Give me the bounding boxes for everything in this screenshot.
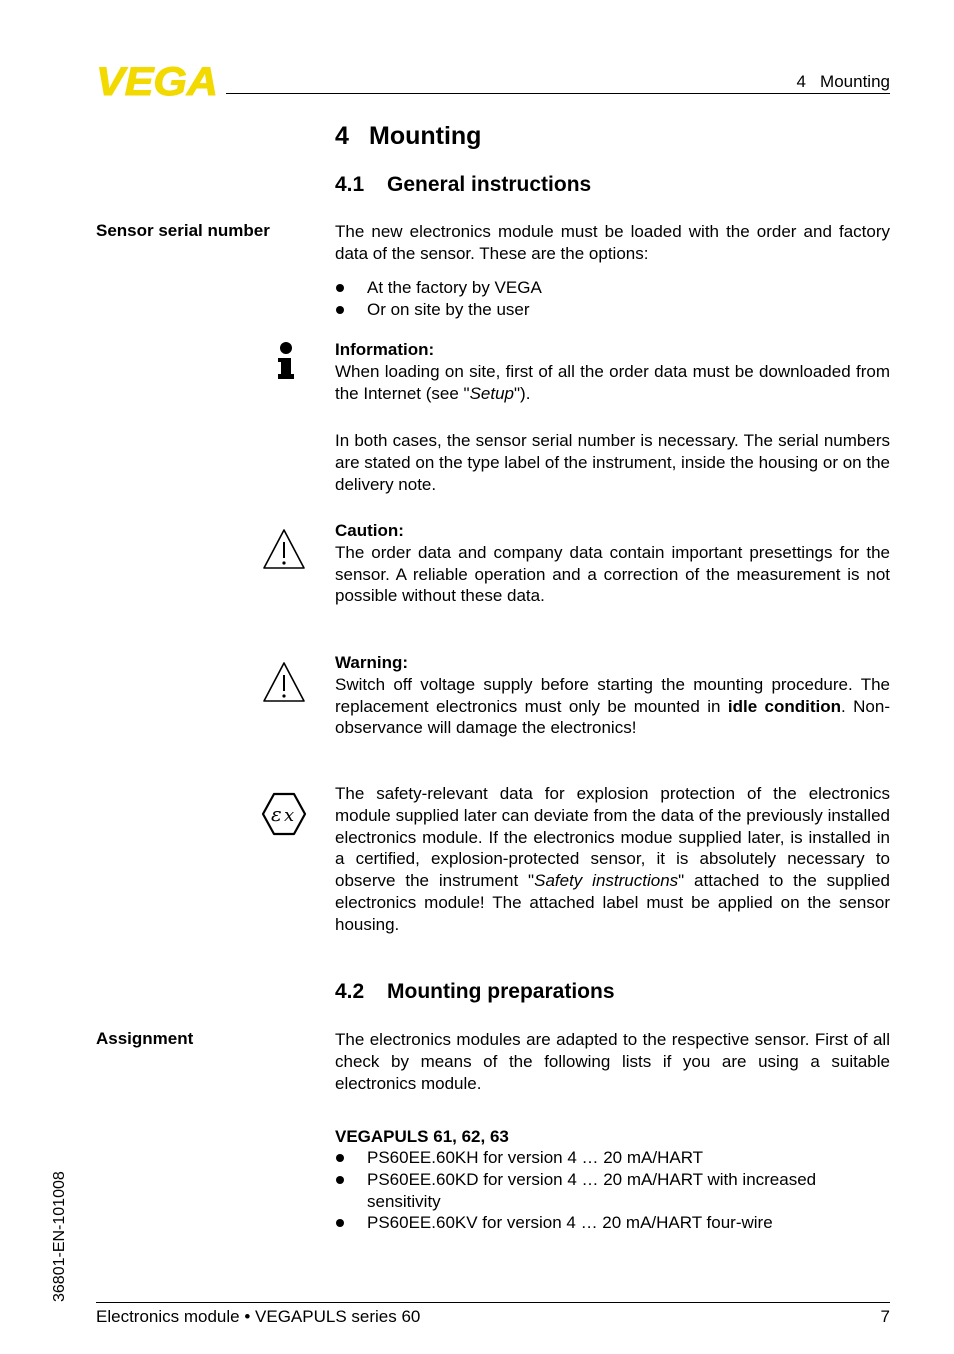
section-title: General instructions [387, 173, 592, 196]
header-section-title: 4 Mounting [796, 72, 890, 91]
section-number: 4.2 [335, 980, 365, 1003]
svg-text:VEGA: VEGA [96, 64, 218, 98]
list-item: PS60EE.60KV for version 4 … 20 mA/HART four-wire [335, 1212, 890, 1234]
section-number: 4.1 [335, 173, 365, 196]
bullet-icon [336, 1154, 344, 1162]
chapter-heading [335, 122, 481, 151]
caution-triangle-icon [262, 528, 306, 570]
document-code: 36801-EN-101008 [51, 1171, 68, 1302]
module-list [335, 1147, 890, 1234]
chapter-number: 4 [335, 122, 349, 150]
svg-text:x: x [284, 805, 295, 826]
page-number: 7 [880, 1307, 890, 1326]
ex-protection-paragraph: The safety-relevant data for explosion protection of the electronics module supplied later can deviate from the data of the previously installed electronics module. If the electronics modue supplied later, is installed in a certified, explosion-protected sensor, it is absolutely necessary to observe the instrument "Safety instructions" attached to the supplied electronics module! The attached label must be applied on the sensor housing. [335, 784, 890, 934]
header-rule [226, 93, 890, 94]
list-item: PS60EE.60KD for version 4 … 20 mA/HART with increased sensitivity [335, 1169, 890, 1213]
section-heading-4-1 [335, 173, 591, 197]
vega-logo [96, 64, 220, 98]
list-item: Or on site by the user [335, 299, 890, 321]
bullet-icon [336, 1219, 344, 1227]
side-label-assignment: Assignment [96, 1029, 194, 1048]
bullet-icon [336, 284, 344, 292]
section-title: Mounting preparations [387, 980, 615, 1003]
intro-paragraph: The new electronics module must be loaded with the order and factory data of the sensor. These are the options: [335, 222, 890, 263]
list-item: PS60EE.60KH for version 4 … 20 mA/HART [335, 1147, 890, 1169]
information-icon [276, 341, 296, 381]
warning-note: Warning: Switch off voltage supply before starting the mounting procedure. The replacement electronics must only be mounted in idle condition. Non-observance will damage the electronics! [335, 653, 890, 738]
footer-title: Electronics module • VEGAPULS series 60 [96, 1307, 421, 1326]
warning-label: Warning: [335, 653, 409, 672]
caution-note: Caution: The order data and company data contain important presettings for the sensor. A reliable operation and a correction of the measurement is not possible without these data. [335, 521, 890, 606]
information-note: Information: When loading on site, first of all the order data must be downloaded from the Internet (see "Setup"). [335, 340, 890, 403]
caution-label: Caution: [335, 521, 404, 540]
list-title: VEGAPULS 61, 62, 63 [335, 1127, 509, 1146]
information-label: Information: [335, 340, 435, 359]
side-label-sensor-serial-number: Sensor serial number [96, 221, 270, 240]
warning-triangle-icon [262, 661, 306, 703]
serial-number-paragraph: In both cases, the sensor serial number is necessary. The serial numbers are stated on the type label of the instrument, inside the housing or on the delivery note. [335, 431, 890, 494]
chapter-title: Mounting [369, 122, 482, 150]
explosion-protection-ex-icon [260, 791, 308, 837]
bullet-icon [336, 1176, 344, 1184]
svg-text:ε: ε [271, 802, 282, 826]
list-item: At the factory by VEGA [335, 277, 890, 299]
options-list [335, 277, 890, 321]
section-heading-4-2 [335, 980, 615, 1004]
bullet-icon [336, 306, 344, 314]
footer-rule [96, 1302, 890, 1303]
assignment-paragraph: The electronics modules are adapted to the respective sensor. First of all check by means of the following lists if you are using a suitable electronics module. [335, 1030, 890, 1093]
